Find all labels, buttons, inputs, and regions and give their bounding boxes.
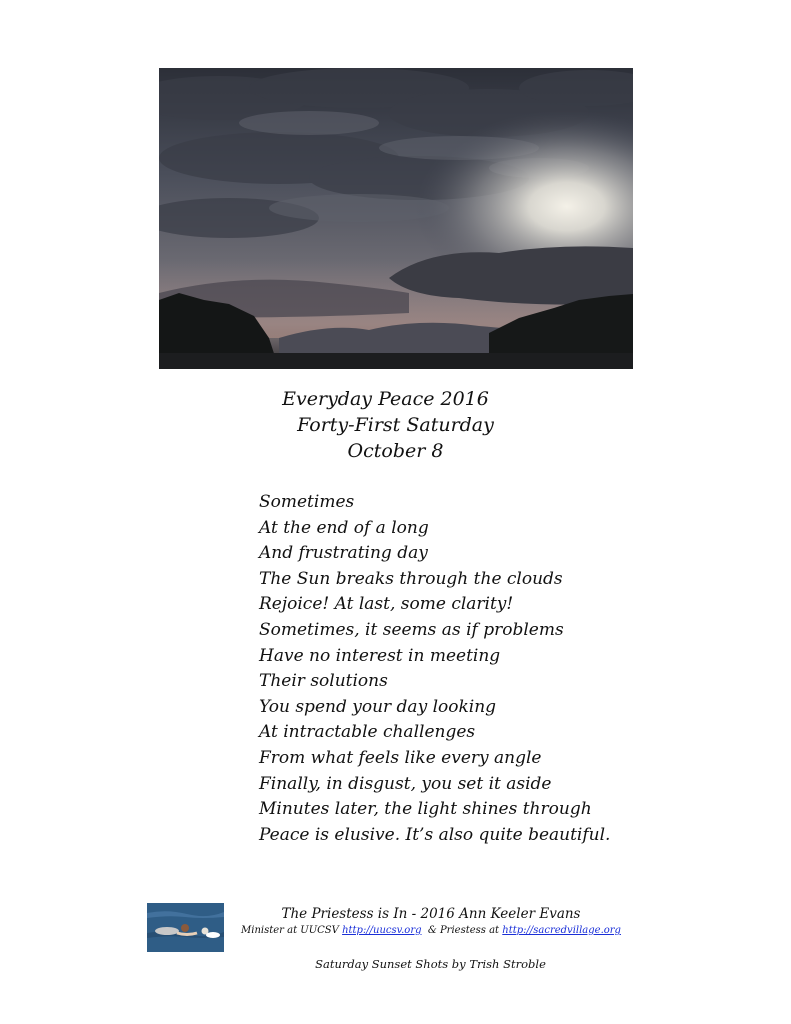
week-title: Forty-First Saturday: [297, 414, 494, 436]
poem-line: Sometimes, it seems as if problems: [259, 619, 564, 640]
poem-line: At the end of a long: [259, 517, 429, 538]
photo-credit: Saturday Sunset Shots by Trish Stroble: [315, 957, 546, 971]
poem-line: Finally, in disgust, you set it aside: [259, 773, 552, 794]
poem-line: From what feels like every angle: [259, 747, 542, 768]
poem-line: Minutes later, the light shines through: [259, 799, 592, 820]
footer: [226, 905, 636, 939]
date-title: October 8: [347, 440, 444, 462]
sunset-sky-image: [159, 68, 633, 369]
priestess-label: & Priestess at: [427, 925, 500, 936]
swimmers-image: [147, 903, 224, 952]
title-block: [0, 386, 791, 464]
poem-line: At intractable challenges: [259, 722, 476, 743]
footer-title: The Priestess is In - 2016 Ann Keeler Evans: [281, 906, 581, 922]
footer-affiliations: [226, 923, 636, 939]
minister-label: Minister at UUCSV: [241, 925, 339, 936]
poem-line: Peace is elusive. It’s also quite beautiful.: [259, 824, 611, 845]
poem-line: Their solutions: [259, 671, 388, 692]
uucsv-link[interactable]: http://uucsv.org: [342, 925, 422, 936]
poem-line: Have no interest in meeting: [259, 645, 501, 666]
header-photo: [159, 68, 633, 369]
poem-line: Sometimes: [259, 492, 355, 512]
poem-line: And frustrating day: [259, 543, 428, 564]
poem-line: The Sun breaks through the clouds: [259, 568, 563, 589]
poem-line: Rejoice! At last, some clarity!: [259, 594, 514, 615]
swimmers-photo: [147, 903, 224, 952]
poem-line: You spend your day looking: [259, 696, 497, 717]
poem: [259, 490, 610, 848]
series-title: Everyday Peace 2016: [282, 388, 489, 410]
sacredvillage-link[interactable]: http://sacredvillage.org: [502, 925, 621, 936]
